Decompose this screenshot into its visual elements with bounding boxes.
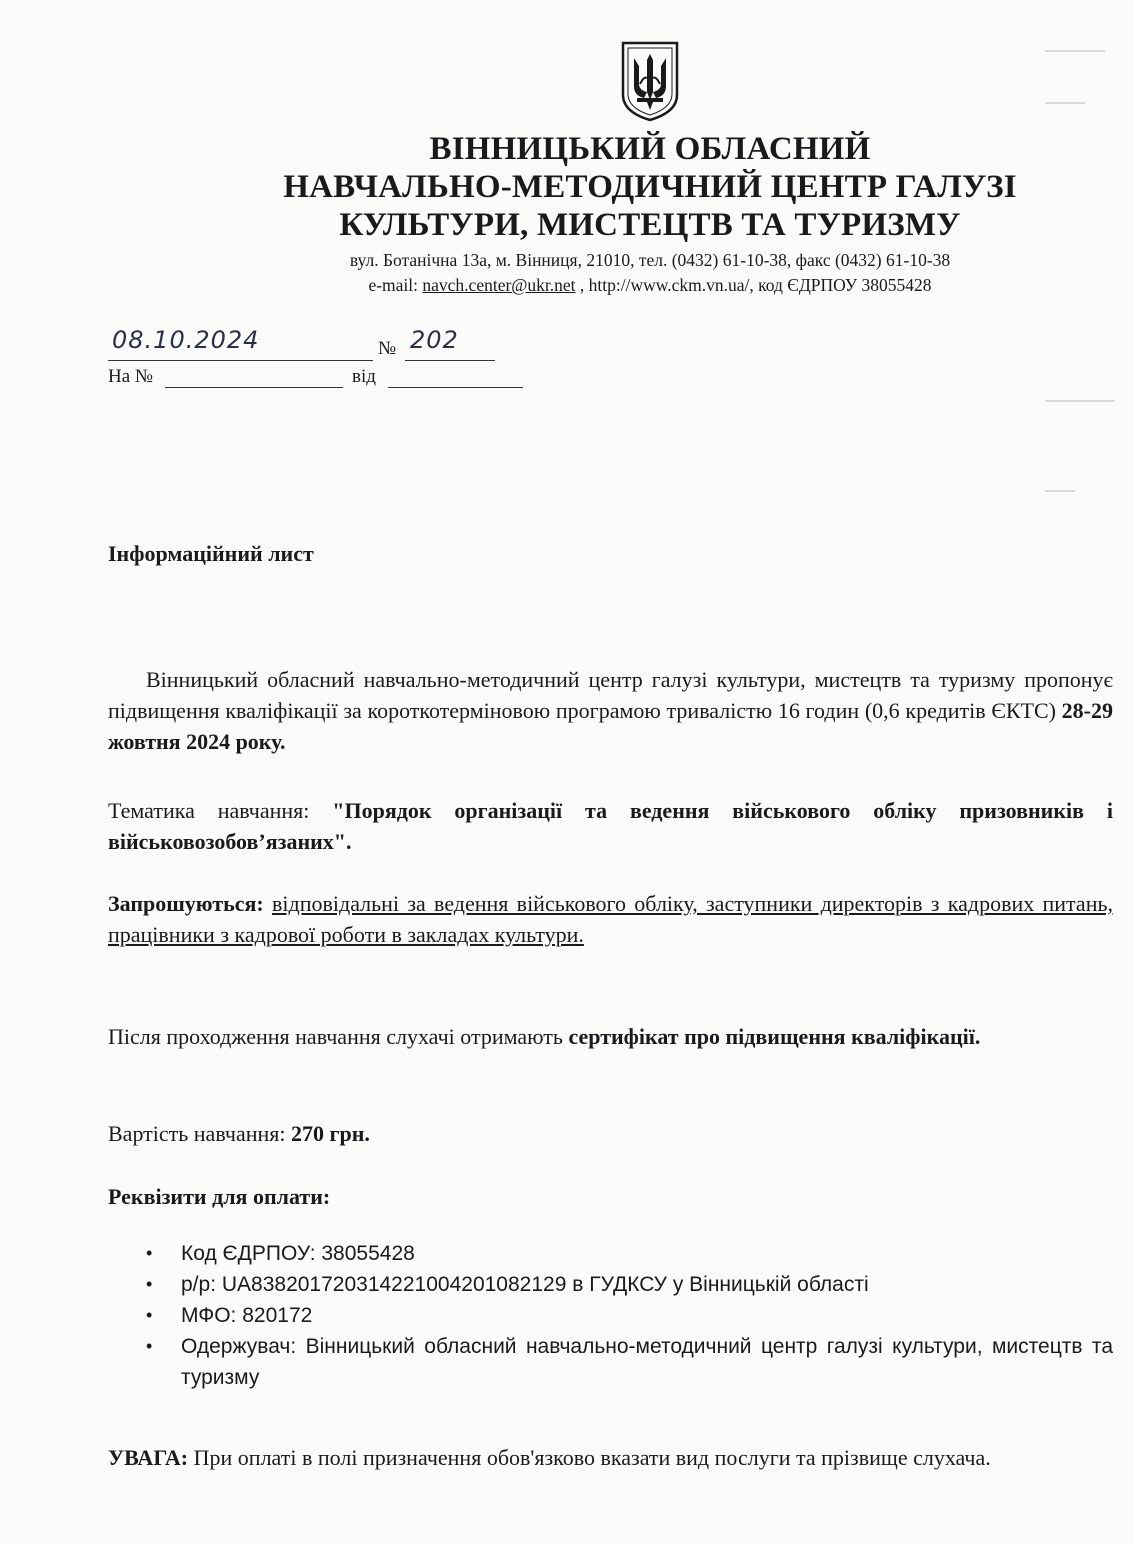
certificate-text: Після проходження навчання слухачі отримають [108,1024,569,1049]
list-item [108,1300,1113,1331]
account-bank: в ГУДКСУ у Вінницькій області [566,1273,869,1296]
reference-underline [165,387,343,388]
account-number: р/р: UA838201720314221004201082129 [181,1273,567,1296]
payment-heading [108,1181,1113,1212]
invited-label: Запрошуються: [108,891,264,916]
certificate-paragraph [108,1021,1113,1052]
contact-line [230,273,1070,298]
cost-paragraph [108,1118,1113,1149]
payment-heading-text: Реквізити для оплати: [108,1184,331,1209]
edrpou-code: Код ЄДРПОУ: 38055428 [181,1242,415,1265]
bleed-through-mark [1045,490,1075,492]
number-label: № [378,338,397,359]
intro-paragraph [108,664,1113,757]
contact-rest: , http://www.ckm.vn.ua/, код ЄДРПОУ 38055428 [575,275,932,295]
bleed-through-mark [1045,50,1105,52]
intro-text: Вінницький обласний навчально-методичний центр галузі культури, мистецтв та туризму пропонує підвищення кваліфікації за короткотерміновою програмою тривалістю 16 годин (0,6 кредитів ЄКТС) [108,667,1113,723]
cost-label: Вартість навчання: [108,1121,291,1146]
reference-label: На № [108,366,154,387]
topic-label: Тематика навчання: [108,798,333,823]
bleed-through-mark [1045,102,1085,104]
from-label: від [352,366,376,387]
invited-value: відповідальні за ведення військового обліку, заступники директорів з кадрових питань, працівники з кадрової роботи в закладах культури. [108,891,1114,947]
number-underline [405,360,495,361]
intro-dates: 28-29 жовтня 2024 року. [108,698,1113,754]
document-type: Інформаційний лист [108,541,314,566]
mfo-code: МФО: 820172 [181,1304,313,1327]
from-underline [388,387,523,388]
organization-name [250,130,1050,244]
invited-paragraph [108,888,1113,950]
list-item [108,1269,1113,1300]
topic-value: "Порядок організації та ведення військового обліку призовників і військовозобов’язаних". [108,798,1113,854]
cost-value: 270 грн. [290,1121,370,1146]
org-name-line-3: КУЛЬТУРИ, МИСТЕЦТВ ТА ТУРИЗМУ [339,207,961,243]
tryzub-emblem-icon [620,40,680,122]
handwritten-date: 08.10.2024 [112,326,260,354]
org-name-line-2: НАВЧАЛЬНО-МЕТОДИЧНИЙ ЦЕНТР ГАЛУЗІ [283,169,1017,205]
payment-details-list [108,1238,1113,1393]
date-underline [108,360,373,361]
notice-text: При оплаті в полі призначення обов'язково вказати вид послуги та прізвище слухача. [188,1445,991,1470]
email-prefix: e-mail: [368,275,423,295]
list-item [108,1331,1113,1393]
email-link[interactable]: navch.center@ukr.net [422,275,576,295]
certificate-bold: сертифікат про підвищення кваліфікації. [568,1024,981,1049]
organization-contacts [230,248,1070,298]
address-line: вул. Ботанічна 13а, м. Вінниця, 21010, тел. (0432) 61-10-38, факс (0432) 61-10-38 [349,250,951,270]
handwritten-number: 202 [410,326,459,354]
list-item [108,1238,1113,1269]
recipient: Одержувач: Вінницький обласний навчально-методичний центр галузі культури, мистецтв та туризму [181,1335,1113,1389]
notice-paragraph [108,1442,1113,1473]
org-name-line-1: ВІННИЦЬКИЙ ОБЛАСНИЙ [429,131,871,167]
notice-label: УВАГА: [108,1445,189,1470]
bleed-through-mark [1045,400,1115,402]
topic-paragraph [108,795,1113,857]
